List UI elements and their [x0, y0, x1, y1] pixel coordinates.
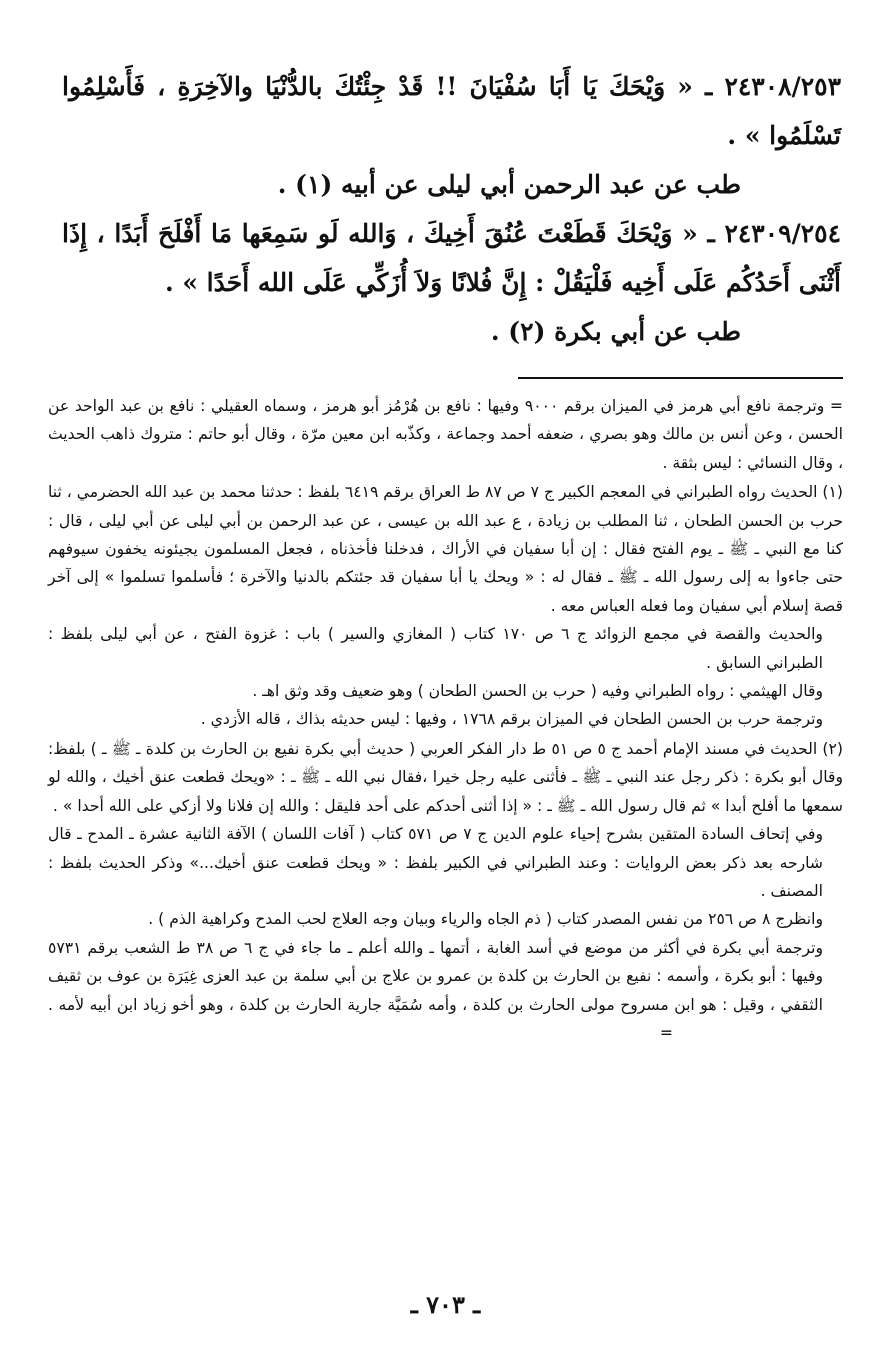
footnote-1-majma: والحديث والقصة في مجمع الزوائد ج ٦ ص ١٧٠ كتاب ( المغازي والسير ) باب : غزوة الفتح ، عن أبي ليلى بلفظ : الطبراني السابق . — [48, 625, 823, 672]
footnote-1-haythami: وقال الهيثمي : رواه الطبراني وفيه ( حرب بن الحسن الطحان ) وهو ضعيف وقد وثق اهـ . — [252, 682, 823, 701]
page-number: ـ ٧٠٣ ـ — [410, 1290, 481, 1319]
footnote-2-see-also: وانظرج ٨ ص ٢٥٦ من نفس المصدر كتاب ( ذم الجاه والرياء وبيان وجه العلاج لحب المدح وكراهية الذم ) . — [148, 910, 823, 929]
footnote-2-usd-al-ghaba — [48, 934, 843, 1048]
footnote-separator — [518, 377, 843, 379]
footnotes — [48, 392, 843, 1047]
footnote-1-mizan: وترجمة حرب بن الحسن الطحان في الميزان برقم ١٧٦٨ ، وفيها : ليس حديثه بذاك ، قاله الأزدي . — [200, 710, 823, 729]
footnote-1: (١) الحديث رواه الطبراني في المعجم الكبير ج ٧ ص ٨٧ ط العراق برقم ٦٤١٩ بلفظ : حدثنا محمد بن عبد الله الحضرمي ، ثنا حرب بن الحسن الطحان ، ثنا المطلب بن زيادة ، ع عبد الله بن عيسى ، عن عبد الرحمن بن أبي ليلى عن أبي ليلى ، قال : كنا مع النبي ـ ﷺ ـ يوم الفتح فقال : إن أبا سفيان في الأراك ، فدخلنا فأخذناه ، فجعل المسلمون يجيئونه يخفون سيوفهم حتى جاءوا به إلى رسول الله ـ ﷺ ـ فقال له : « ويحك يا أبا سفيان قد جئتكم بالدنيا والآخرة ؛ فأسلموا تسلموا » إلى آخر قصة إسلام أبي سفيان وما فعله العباس معه . — [48, 483, 843, 615]
hadith-254: ٢٤٣٠٩/٢٥٤ ـ « وَيْحَكَ قَطَعْتَ عُنُقَ أَخِيكَ ، وَالله لَو سَمِعَها مَا أَفْلَحَ أَبَدًا ، إِذَا أَثْنَى أَحَدُكُم عَلَى أَخِيه فَلْيَقُلْ : إِنَّ فُلانًا وَلاَ أُزَكِّي عَلَى الله أَحَدًا » . — [62, 219, 841, 297]
footnote-2: (٢) الحديث في مسند الإمام أحمد ج ٥ ص ٥١ ط دار الفكر العربي ( حديث أبي بكرة نفيع بن الحارث بن كلدة ـ ﷺ ـ ) بلفظ: وقال أبو بكرة : ذكر رجل عند النبي ـ ﷺ ـ فأثنى عليه رجل خيرا ،فقال نبي الله ـ ﷺ ـ : «ويحك قطعت عنق أخيك ، والله لو سمعها ما أفلح أبدا » ثم قال رسول الله ـ ﷺ ـ : « إذا أثنى أحدكم على أحد فليقل : والله إن فلانا ولا أزكي على الله أحدا » . — [48, 739, 843, 815]
continuation-mark: = — [659, 1023, 673, 1042]
main-text — [62, 62, 841, 356]
footnote-2-ithaf: وفي إتحاف السادة المتقين بشرح إحياء علوم الدين ج ٧ ص ٥٧١ كتاب ( آفات اللسان ) الآفة الثانية عشرة ـ المدح ـ قال شارحه بعد ذكر بعض الروايات : وعند الطبراني في الكبير بلفظ : « ويحك قطعت عنق أخيك...» وذكر الحديث بلفظ : المصنف . — [48, 825, 823, 900]
footnote-2-usd-text: وترجمة أبي بكرة في أكثر من موضع في أسد الغابة ، أتمها ـ والله أعلم ـ ما جاء في ج ٦ ص ٣٨ ط الشعب برقم ٥٧٣١ وفيها : أبو بكرة ، وأسمه : نفيع بن الحارث بن كلدة بن عمرو بن علاج بن أبي سلمة بن عبد العزى غِيَرَة بن عوف بن ثقيف الثقفي ، وقيل : هو ابن مسروح مولى الحارث بن كلدة ، وأمه سُمَيَّة جارية الحارث بن كلدة ، وهو أخو زياد ابن أبيه لأمه . — [48, 938, 823, 1014]
hadith-253-source: طب عن عبد الرحمن أبي ليلى عن أبيه (١) . — [277, 170, 741, 199]
hadith-253: ٢٤٣٠٨/٢٥٣ ـ « وَيْحَكَ يَا أَبَا سُفْيَانَ !! قَدْ جِئْتُكَ بالدُّنْيَا والآخِرَةِ ، فَأَسْلِمُوا تَسْلَمُوا » . — [62, 72, 841, 150]
hadith-254-source: طب عن أبي بكرة (٢) . — [490, 317, 741, 346]
footnote-continuation: = وترجمة نافع أبي هرمز في الميزان برقم ٩٠٠٠ وفيها : نافع بن هُرْمُز أبو هرمز ، وسماه العقيلي : نافع بن عبد الواحد عن الحسن ، وعن أنس بن مالك وهو بصري ، ضعفه أحمد وجماعة ، وكذّبه ابن معين مرّة ، وقال أبو حاتم : متروك ذاهب الحديث ، وقال النسائي : ليس بثقة . — [48, 397, 843, 472]
